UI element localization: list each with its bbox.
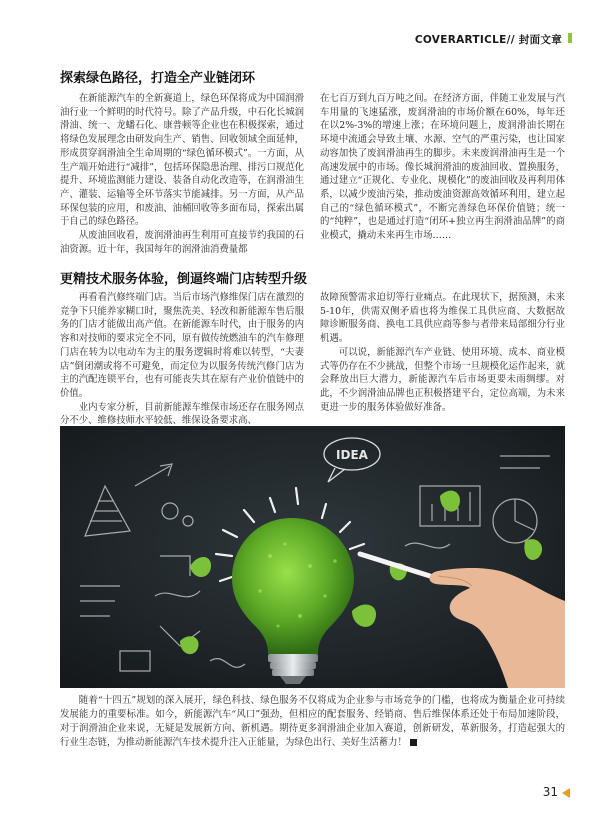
paragraph: 可以说，新能源汽车产业链、使用环境、成本、商业模式等仍存在不少挑战，但整个市场一旦规模化运作起来，就会释放出巨大潜力，新能源汽车后市场更要未雨绸缪。对此，不少润滑油品牌也正积极搭建平台，定位高端，为未来更进一步的服务体验做好准备。 bbox=[320, 346, 565, 413]
caption-text: 随着“十四五”规划的深入展开，绿色科技、绿色服务不仅将成为企业参与市场竞争的门槛，也将成为衡量企业可持续发展能力的重要标准。如今，新能源汽车“风口”强劲，但相应的配套服务、经销商、售后维保体系还处于布局加速阶段，对于润滑油企业来说，无疑是发展新方向、新机遇。期待更多润滑油企业加入赛道，创新研发，革新服务，打造起强大的行业生态链，为推动新能源汽车技术提升注入正能量，为绿色出行、美好生活蓄力！ bbox=[60, 695, 565, 748]
green-lightbulb-illustration bbox=[60, 426, 565, 688]
section2-left-column bbox=[60, 291, 304, 428]
section2-heading: 更精技术服务体验，倒逼终端门店转型升级 bbox=[60, 272, 308, 287]
page-number: 31 bbox=[542, 785, 558, 799]
illustration-svg bbox=[60, 426, 565, 688]
section1-left-column bbox=[60, 92, 304, 256]
page-header bbox=[0, 0, 600, 58]
idea-text: IDEA bbox=[336, 448, 368, 462]
section-label-bar bbox=[568, 33, 572, 43]
paragraph: 在新能源汽车的全新赛道上，绿色环保将成为中国润滑油行业一个鲜明的时代符号。除了产品升级，中石化长城润滑油、统一、龙蟠石化、康普顿等企业也在积极探索，通过将绿色发展理念由研发向生产、销售、回收领域全面延伸，形成贯穿润滑油全生命周期的“绿色循环模式”。一方面，从生产端开始进行“减排”，包括环保隐患治理、排污口规范化提升、环境监测能力建设、装备自动化改造等，在润滑油生产、灌装、运输等全环节落实节能减排。另一方面，从产品环保包装的应用，和废油、油桶回收等多面布局，探索出属于自己的绿色路径。 bbox=[60, 93, 304, 228]
bulb-base-ring bbox=[268, 654, 318, 662]
section-label: COVERARTICLE// 封面文章 bbox=[414, 34, 562, 46]
figure-caption bbox=[60, 694, 565, 750]
paragraph: 再看看汽修终端门店。当后市场汽修维保门店在激烈的竞争下只能养家糊口时，聚焦洗美、轻改和新能源车售后服务的门店才能做出高产值。在新能源车时代，由于服务的内容和对技师的要求完全不同，原有做传统燃油车的汽车修理门店在转为以电动车为主的服务逻辑时将难以转型，“夫妻店”倒闭潮或将不可避免，而定位为以服务传统汽修门店为主的汽配连锁平台，也有可能丧失其在原有产业价值链中的价值。 bbox=[60, 292, 304, 399]
paragraph: 故障预警需求迫切等行业痛点。在此现状下，据预测，未来5-10年，供需双侧矛盾也将为维保工具供应商、大数据故障诊断服务商、换电工具供应商等参与者带来局部细分行业机遇。 bbox=[320, 292, 565, 345]
section1-heading: 探索绿色路径，打造全产业链闭环 bbox=[60, 71, 256, 86]
page-arrow-icon bbox=[562, 788, 570, 798]
section2-right-column bbox=[320, 291, 565, 414]
article-end-mark bbox=[410, 739, 417, 746]
paragraph: 在七百万到九百万吨之间。在经济方面，伴随工业发展与汽车用量的飞速猛涨，废润滑油的市场价额在60%，每年还在以2%-3%的增速上涨；在环境问题上，废润滑油长期在环境中流通会导致土壤、水源、空气的严重污染，也让国家动容加快了废润滑油再生的脚步。未来废润滑油再生是一个高速发展中的市场。像长城润滑油的废油回收、置换服务，通过建立“正规化、专业化、规模化”的废油回收及再利用体系，以减少废油污染，推动废油资源高效循环利用，建立起自己的“绿色循环模式”，不断完善绿色环保价值链；统一的“纯粹”，也是通过打造“闭环+独立再生润滑油品牌”的商业模式，撬动未来再生市场…… bbox=[320, 93, 565, 242]
paragraph: 从废油回收看，废润滑油再生利用可直接节约我国的石油资源。近十年，我国每年的润滑油消费量都 bbox=[60, 230, 304, 255]
paragraph: 业内专家分析，目前新能源车维保市场还存在服务网点分不少、维修技师水平较低、维保设备要求高、 bbox=[60, 401, 304, 427]
section1-right-column bbox=[320, 92, 565, 243]
